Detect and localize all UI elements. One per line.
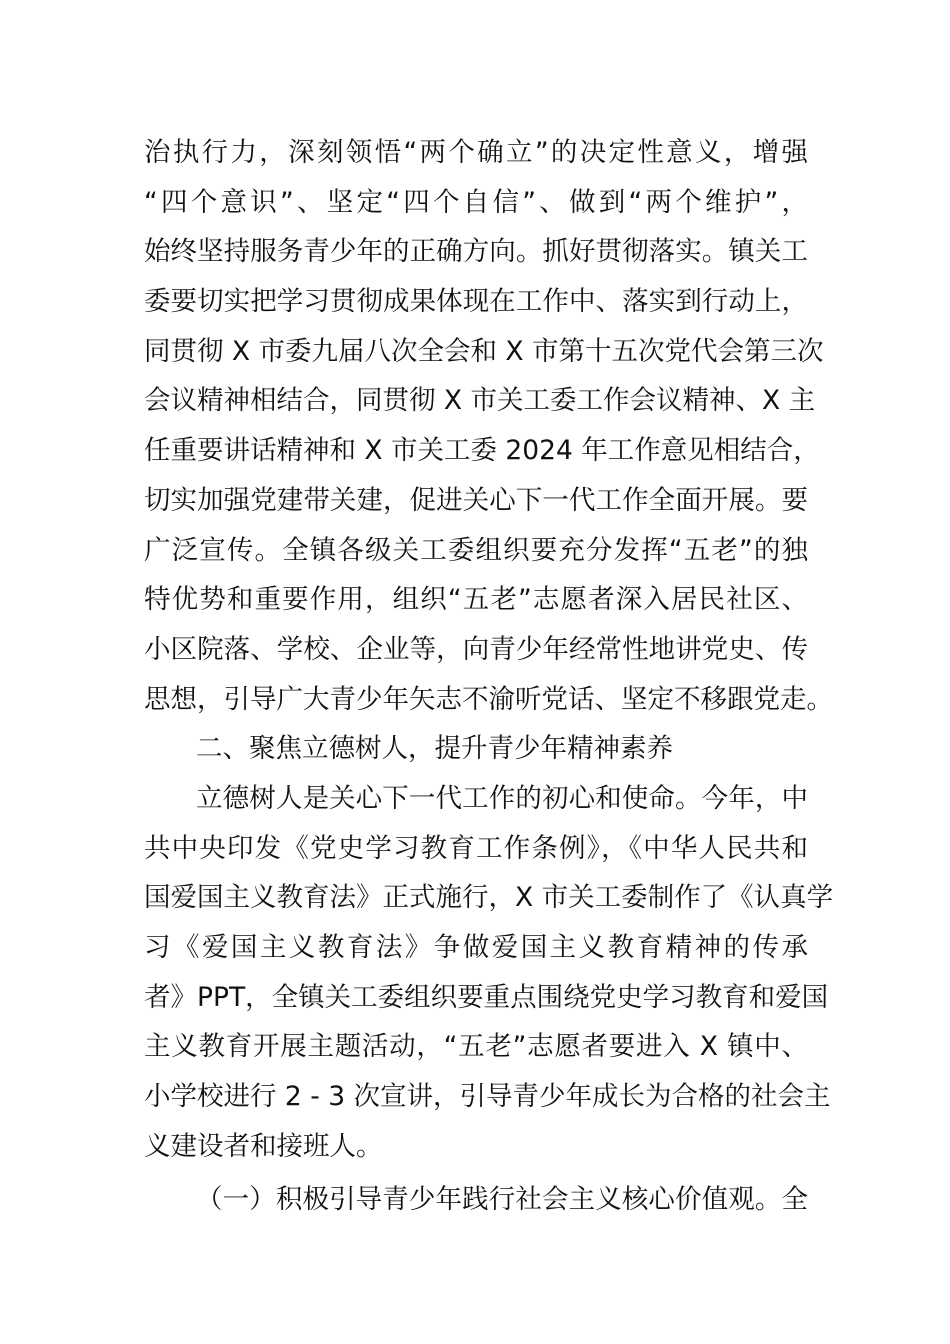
body-line: 同贯彻 X 市委九届八次全会和 X 市第十五次党代会第三次 [144, 335, 824, 367]
body-line: 习《爱国主义教育法》争做爱国主义教育精神的传承 [144, 932, 808, 963]
body-line: 小区院落、学校、企业等，向青少年经常性地讲党史、传 [144, 633, 808, 665]
body-line: 共中央印发《党史学习教育工作条例》，《中华人民共和 [144, 832, 808, 864]
body-line: 思想，引导广大青少年矢志不渝听党话、坚定不移跟党走。 [144, 683, 833, 715]
paragraph-first-line: 立德树人是关心下一代工作的初心和使命。今年，中 [196, 782, 808, 814]
body-line: 始终坚持服务青少年的正确方向。抓好贯彻落实。镇关工 [144, 236, 808, 268]
body-line: “四个意识”、坚定“四个自信”、做到“两个维护”， [144, 186, 808, 218]
body-line: 特优势和重要作用，组织“五老”志愿者深入居民社区、 [144, 584, 808, 616]
body-line: 任重要讲话精神和 X 市关工委 2024 年工作意见相结合， [144, 435, 820, 467]
document-body [144, 128, 834, 1225]
body-line: 会议精神相结合，同贯彻 X 市关工委工作会议精神、X 主 [144, 385, 816, 417]
body-line: 治执行力，深刻领悟“两个确立”的决定性意义，增强 [144, 137, 808, 168]
subsection-first-line: （一）积极引导青少年践行社会主义核心价值观。全 [196, 1184, 808, 1216]
body-line: 主义教育开展主题活动，“五老”志愿者要进入 X 镇中、 [144, 1031, 808, 1063]
body-line: 委要切实把学习贯彻成果体现在工作中、落实到行动上， [144, 286, 808, 318]
body-line: 者》PPT，全镇关工委组织要重点围绕党史学习教育和爱国 [144, 981, 829, 1013]
body-line: 国爱国主义教育法》正式施行，X 市关工委制作了《认真学 [144, 882, 834, 914]
body-line: 小学校进行 2 - 3 次宣讲，引导青少年成长为合格的社会主 [144, 1081, 831, 1113]
paragraph-last-line: 义建设者和接班人。 [144, 1130, 383, 1162]
body-line: 广泛宣传。全镇各级关工委组织要充分发挥“五老”的独 [144, 534, 808, 566]
section-heading: 二、聚焦立德树人，提升青少年精神素养 [196, 733, 673, 765]
body-line: 切实加强党建带关建，促进关心下一代工作全面开展。要 [144, 484, 808, 516]
